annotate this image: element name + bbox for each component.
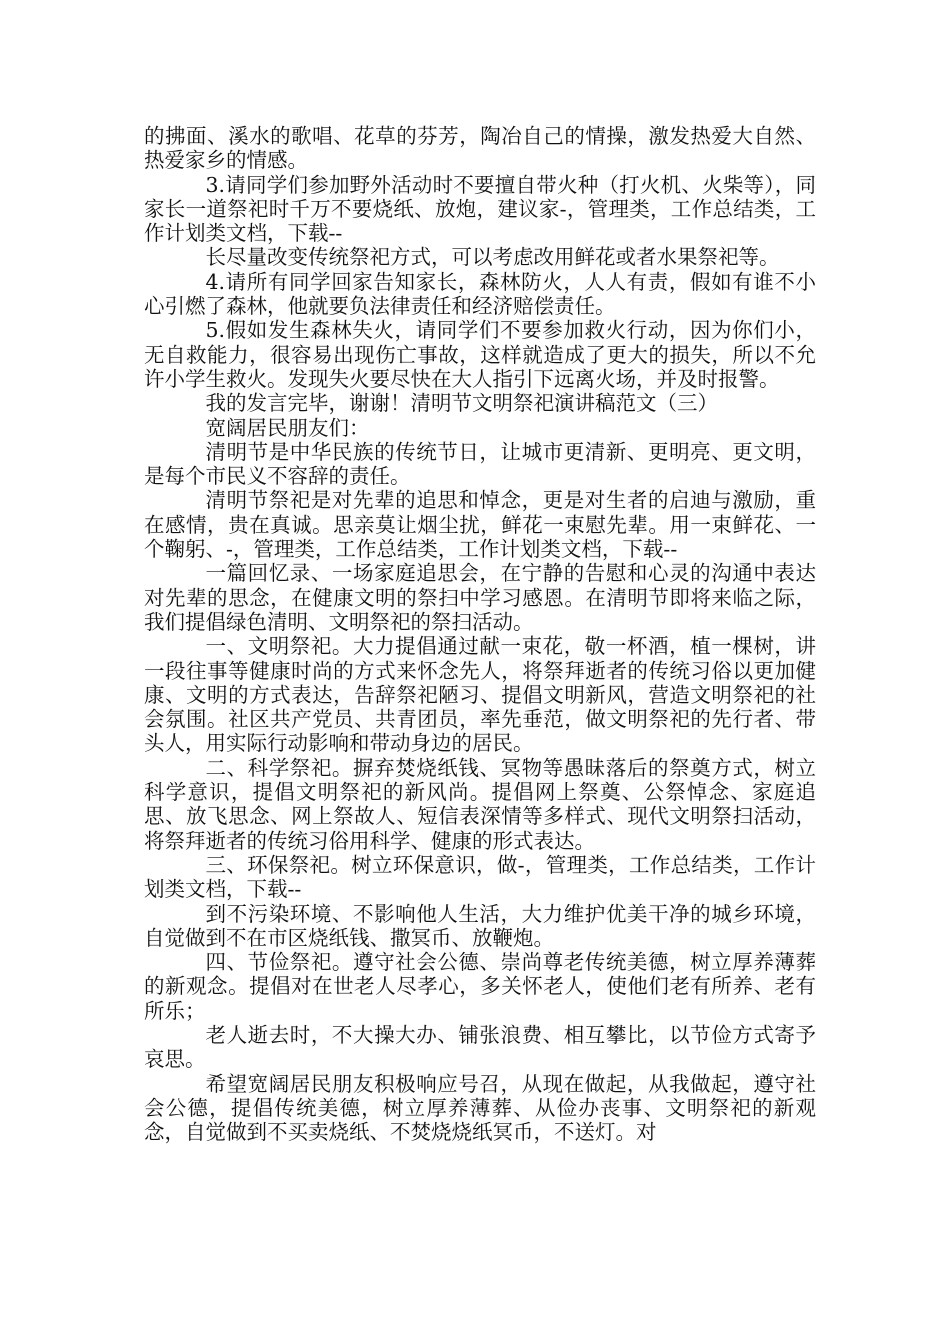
paragraph-call-to-action: 希望宽阔居民朋友积极响应号召，从现在做起，从我做起，遵守社会公德，提倡传统美德，树立厚养薄葬、从俭办丧事、文明祭祀的新观念，自觉做到不买卖烧纸、不焚烧烧纸冥币，不送灯。对 — [144, 1071, 816, 1145]
paragraph-item-4: 4.请所有同学回家告知家长，森林防火，人人有责，假如有谁不小心引燃了森林，他就要负法律责任和经济赔偿责任。 — [144, 269, 816, 319]
paragraph-meaning-continued: 一篇回忆录、一场家庭追思会，在宁静的告慰和心灵的沟通中表达对先辈的思念，在健康文明的祭扫中学习感恩。在清明节即将来临之际，我们提倡绿色清明、文明祭祀的祭扫活动。 — [144, 561, 816, 634]
paragraph-meaning: 清明节祭祀是对先辈的追思和悼念，更是对生者的启迪与激励，重在感情，贵在真诚。思亲莫让烟尘扰，鲜花一束慰先辈。用一束鲜花、一个鞠躬、-，管理类，工作总结类，工作计划类文档，下载-- — [144, 488, 816, 562]
paragraph-frugal-sacrifice-continued: 老人逝去时，不大操大办、铺张浪费、相互攀比，以节俭方式寄予哀思。 — [144, 1022, 816, 1072]
paragraph-item-3: 3.请同学们参加野外活动时不要擅自带火种（打火机、火柴等），同家长一道祭祀时千万不要烧纸、放炮，建议家-，管理类，工作总结类，工作计划类文档，下载-- — [144, 172, 816, 246]
paragraph-intro: 清明节是中华民族的传统节日，让城市更清新、更明亮、更文明，是每个市民义不容辞的责任。 — [144, 439, 816, 489]
paragraph-closing-and-heading: 我的发言完毕，谢谢！清明节文明祭祀演讲稿范文（三） — [205, 391, 718, 416]
document-page — [144, 124, 816, 1144]
paragraph-eco-sacrifice: 三、环保祭祀。树立环保意识，做-，管理类，工作总结类，工作计划类文档，下载-- — [144, 852, 816, 902]
paragraph-item-5: 5.假如发生森林失火，请同学们不要参加救火行动，因为你们小，无自救能力，很容易出现伤亡事故，这样就造成了更大的损失，所以不允许小学生救火。发现失火要尽快在大人指引下远离火场，并及时报警。 — [144, 318, 816, 391]
paragraph-scientific-sacrifice: 二、科学祭祀。摒弃焚烧纸钱、冥物等愚昧落后的祭奠方式，树立科学意识，提倡文明祭祀的新风尚。提倡网上祭奠、公祭悼念、家庭追思、放飞思念、网上祭故人、短信表深情等多样式、现代文明祭扫活动，将祭拜逝者的传统习俗用科学、健康的形式表达。 — [144, 755, 816, 853]
paragraph-salutation: 宽阔居民朋友们： — [205, 415, 370, 440]
paragraph-civilized-sacrifice: 一、文明祭祀。大力提倡通过献一束花，敬一杯酒，植一棵树，讲一段往事等健康时尚的方式来怀念先人，将祭拜逝者的传统习俗以更加健康、文明的方式表达，告辞祭祀陋习、提倡文明新风，营造文明祭祀的社会氛围。社区共产党员、共青团员，率先垂范，做文明祭祀的先行者、带头人，用实际行动影响和带动身边的居民。 — [144, 634, 816, 756]
paragraph-frugal-sacrifice: 四、节俭祭祀。遵守社会公德、崇尚尊老传统美德，树立厚养薄葬的新观念。提倡对在世老人尽孝心，多关怀老人，使他们老有所养、老有所乐； — [144, 950, 816, 1023]
paragraph-continuation: 的拂面、溪水的歌唱、花草的芬芳，陶冶自己的情操，激发热爱大自然、热爱家乡的情感。 — [144, 124, 816, 173]
paragraph-eco-sacrifice-continued: 到不污染环境、不影响他人生活，大力维护优美干净的城乡环境，自觉做到不在市区烧纸钱、撒冥币、放鞭炮。 — [144, 901, 816, 950]
paragraph-item-3-continued: 长尽量改变传统祭祀方式，可以考虑改用鲜花或者水果祭祀等。 — [205, 245, 780, 270]
